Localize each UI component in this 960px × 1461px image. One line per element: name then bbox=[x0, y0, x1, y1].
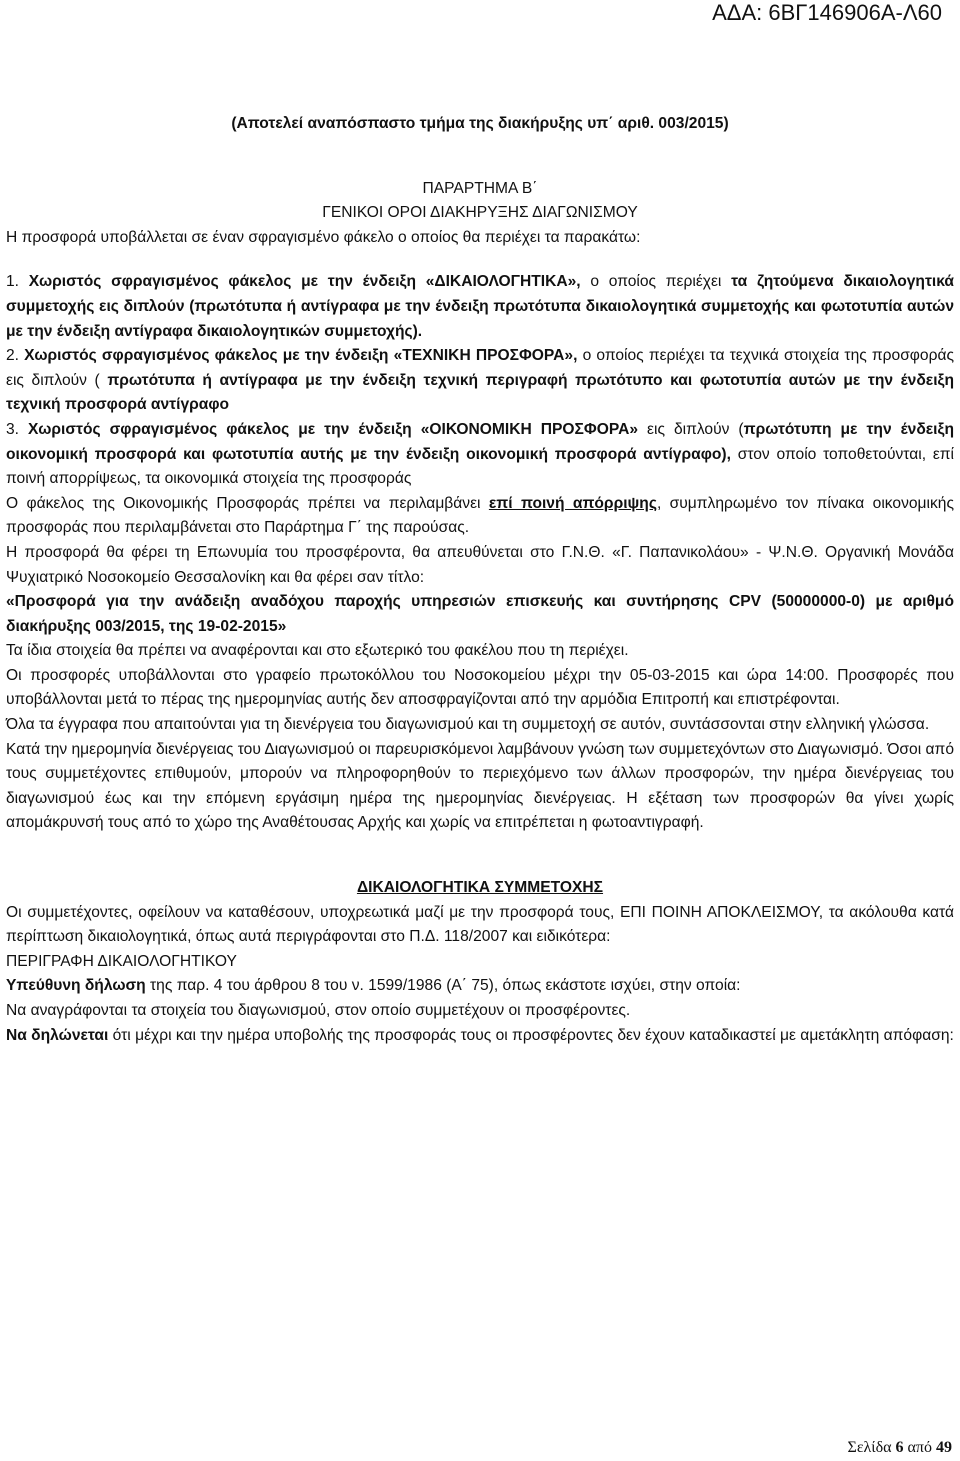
item-3: 3. Χωριστός σφραγισμένος φάκελος με την ένδειξη «ΟΙΚΟΝΟΜΙΚΗ ΠΡΟΣΦΟΡΑ» εις διπλούν (πρωτότυπη με την ένδειξη οικονομική προσφορά και φωτοτυπία αυτής με την ένδειξη οικονομική προσφορά αντίγραφο), στον οποίο τοποθετούνται, επί ποινή απορρίψεως, τα οικονομικά στοιχεία της προσφοράς bbox=[6, 420, 954, 488]
section-intro: Οι συμμετέχοντες, οφείλουν να καταθέσουν, υποχρεωτικά μαζί με την προσφορά τους, ΕΠΙ ΠΟΙΝΗ ΑΠΟΚΛΕΙΣΜΟΥ, τα ακόλουθα κατά περίπτωση δικαιολογητικά, όπως αυτά περιγράφονται στο Π.Δ. 118/2007 και ειδικότερα: bbox=[6, 903, 954, 946]
section-title: ΔΙΚΑΙΟΛΟΓΗΤΙΚΑ ΣΥΜΜΕΤΟΧΗΣ bbox=[356, 879, 604, 897]
item-1: 1. Χωριστός σφραγισμένος φάκελος με την ένδειξη «ΔΙΚΑΙΟΛΟΓΗΤΙΚΑ», ο οποίος περιέχει τα ζητούμενα δικαιολογητικά συμμετοχής εις διπλούν (πρωτότυπα ή αντίγραφα με την ένδειξη πρωτότυπα δικαιολογητικά συμμετοχής και φωτοτυπία αυτών με την ένδειξη αντίγραφα δικαιολογητικών συμμετοχής). bbox=[6, 273, 955, 340]
procedure-paragraph: Κατά την ημερομηνία διενέργειας του Διαγωνισμού οι παρευρισκόμενοι λαμβάνουν γνώση των συμμετεχόντων στο Διαγωνισμό. Όσοι από τους συμμετέχοντες επιθυμούν, μπορούν να πληροφορηθούν το περιεχόμενο των άλλων προσφορών, την ημέρα διενέργειας του διαγωνισμού έως και την επόμενη εργάσιμη ημέρα της ημερομηνίας διενέργειας. Η εξέταση των προσφορών θα γίνει χωρίς απομάκρυνσή τους από το χώρο της Αναθέτουσας Αρχής και χωρίς να επιτρέπεται η φωτοαντιγραφή. bbox=[6, 740, 954, 832]
greek-language-paragraph: Όλα τα έγγραφα που απαιτούνται για τη διενέργεια του διαγωνισμού και τη συμμετοχή σε αυτόν, συντάσσονται στην ελληνική γλώσσα. bbox=[6, 716, 930, 734]
annex-subtitle: ΓΕΝΙΚΟΙ ΟΡΟΙ ΔΙΑΚΗΡΥΞΗΣ ΔΙΑΓΩΝΙΣΜΟΥ bbox=[322, 204, 638, 222]
description-heading: ΠΕΡΙΓΡΑΦΗ ΔΙΚΑΙΟΛΟΓΗΤΙΚΟΥ bbox=[6, 952, 237, 970]
item-2: 2. Χωριστός σφραγισμένος φάκελος με την ένδειξη «ΤΕΧΝΙΚΗ ΠΡΟΣΦΟΡΑ», ο οποίος περιέχει τα τεχνικά στοιχεία της προσφοράς εις διπλούν ( πρωτότυπα ή αντίγραφα με την ένδειξη τεχνική περιγραφή πρωτότυπο και φωτοτυπία αυτών με την ένδειξη τεχνική προσφορά αντίγραφο bbox=[6, 347, 954, 414]
document-subtitle: (Αποτελεί αναπόσπαστο τμήμα της διακήρυξης υπ΄ αριθ. 003/2015) bbox=[231, 115, 729, 132]
document-body bbox=[6, 112, 954, 1048]
declare-paragraph: Να δηλώνεται ότι μέχρι και την ημέρα υποβολής της προσφοράς τους οι προσφέροντες δεν έχουν καταδικαστεί με αμετάκλητη απόφαση: bbox=[6, 1026, 954, 1044]
same-details-paragraph: Τα ίδια στοιχεία θα πρέπει να αναφέρονται και στο εξωτερικό του φακέλου που τη περιέχει. bbox=[6, 642, 629, 660]
responsible-declaration: Υπεύθυνη δήλωση της παρ. 4 του άρθρου 8 του ν. 1599/1986 (Α΄ 75), όπως εκάστοτε ισχύει, στην οποία: bbox=[6, 977, 741, 995]
tender-title-quote: «Προσφορά για την ανάδειξη αναδόχου παροχής υπηρεσιών επισκευής και συντήρησης CPV (50000000-0) με αριθμό διακήρυξης 003/2015, της 19-02-2015» bbox=[6, 593, 954, 635]
intro-paragraph: Η προσφορά υποβάλλεται σε έναν σφραγισμένο φάκελο ο οποίος θα περιέχει τα παρακάτω: bbox=[6, 228, 641, 246]
page-footer: Σελίδα 6 από 49 bbox=[847, 1439, 952, 1456]
envelope-paragraph: Ο φάκελος της Οικονομικής Προσφοράς πρέπει να περιλαμβάνει επί ποινή απόρριψης, συμπληρωμένο τον πίνακα οικονομικής προσφοράς που περιλαμβάνεται στο Παράρτημα Γ΄ της παρούσας. bbox=[6, 494, 954, 537]
state-details-paragraph: Να αναγράφονται τα στοιχεία του διαγωνισμού, στον οποίο συμμετέχουν οι προσφέροντες. bbox=[6, 1002, 631, 1019]
bearer-paragraph: Η προσφορά θα φέρει τη Επωνυμία του προσφέροντα, θα απευθύνεται στο Γ.Ν.Θ. «Γ. Παπανικολάου» - Ψ.Ν.Θ. Οργανική Μονάδα Ψυχιατρικό Νοσοκομείο Θεσσαλονίκη και θα φέρει σαν τίτλο: bbox=[6, 543, 954, 586]
deadline-paragraph: Οι προσφορές υποβάλλονται στο γραφείο πρωτοκόλλου του Νοσοκομείου μέχρι την 05-03-2015 και ώρα 14:00. Προσφορές που υποβάλλονται μετά το πέρας της ημερομηνίας αυτής δεν αποσφραγίζονται από την αρμόδια Επιτροπή και επιστρέφονται. bbox=[6, 666, 954, 709]
ada-header-code: ΑΔΑ: 6ΒΓ146906Α-Λ60 bbox=[712, 0, 942, 25]
annex-title: ΠΑΡΑΡΤΗΜΑ Β΄ bbox=[422, 179, 538, 197]
